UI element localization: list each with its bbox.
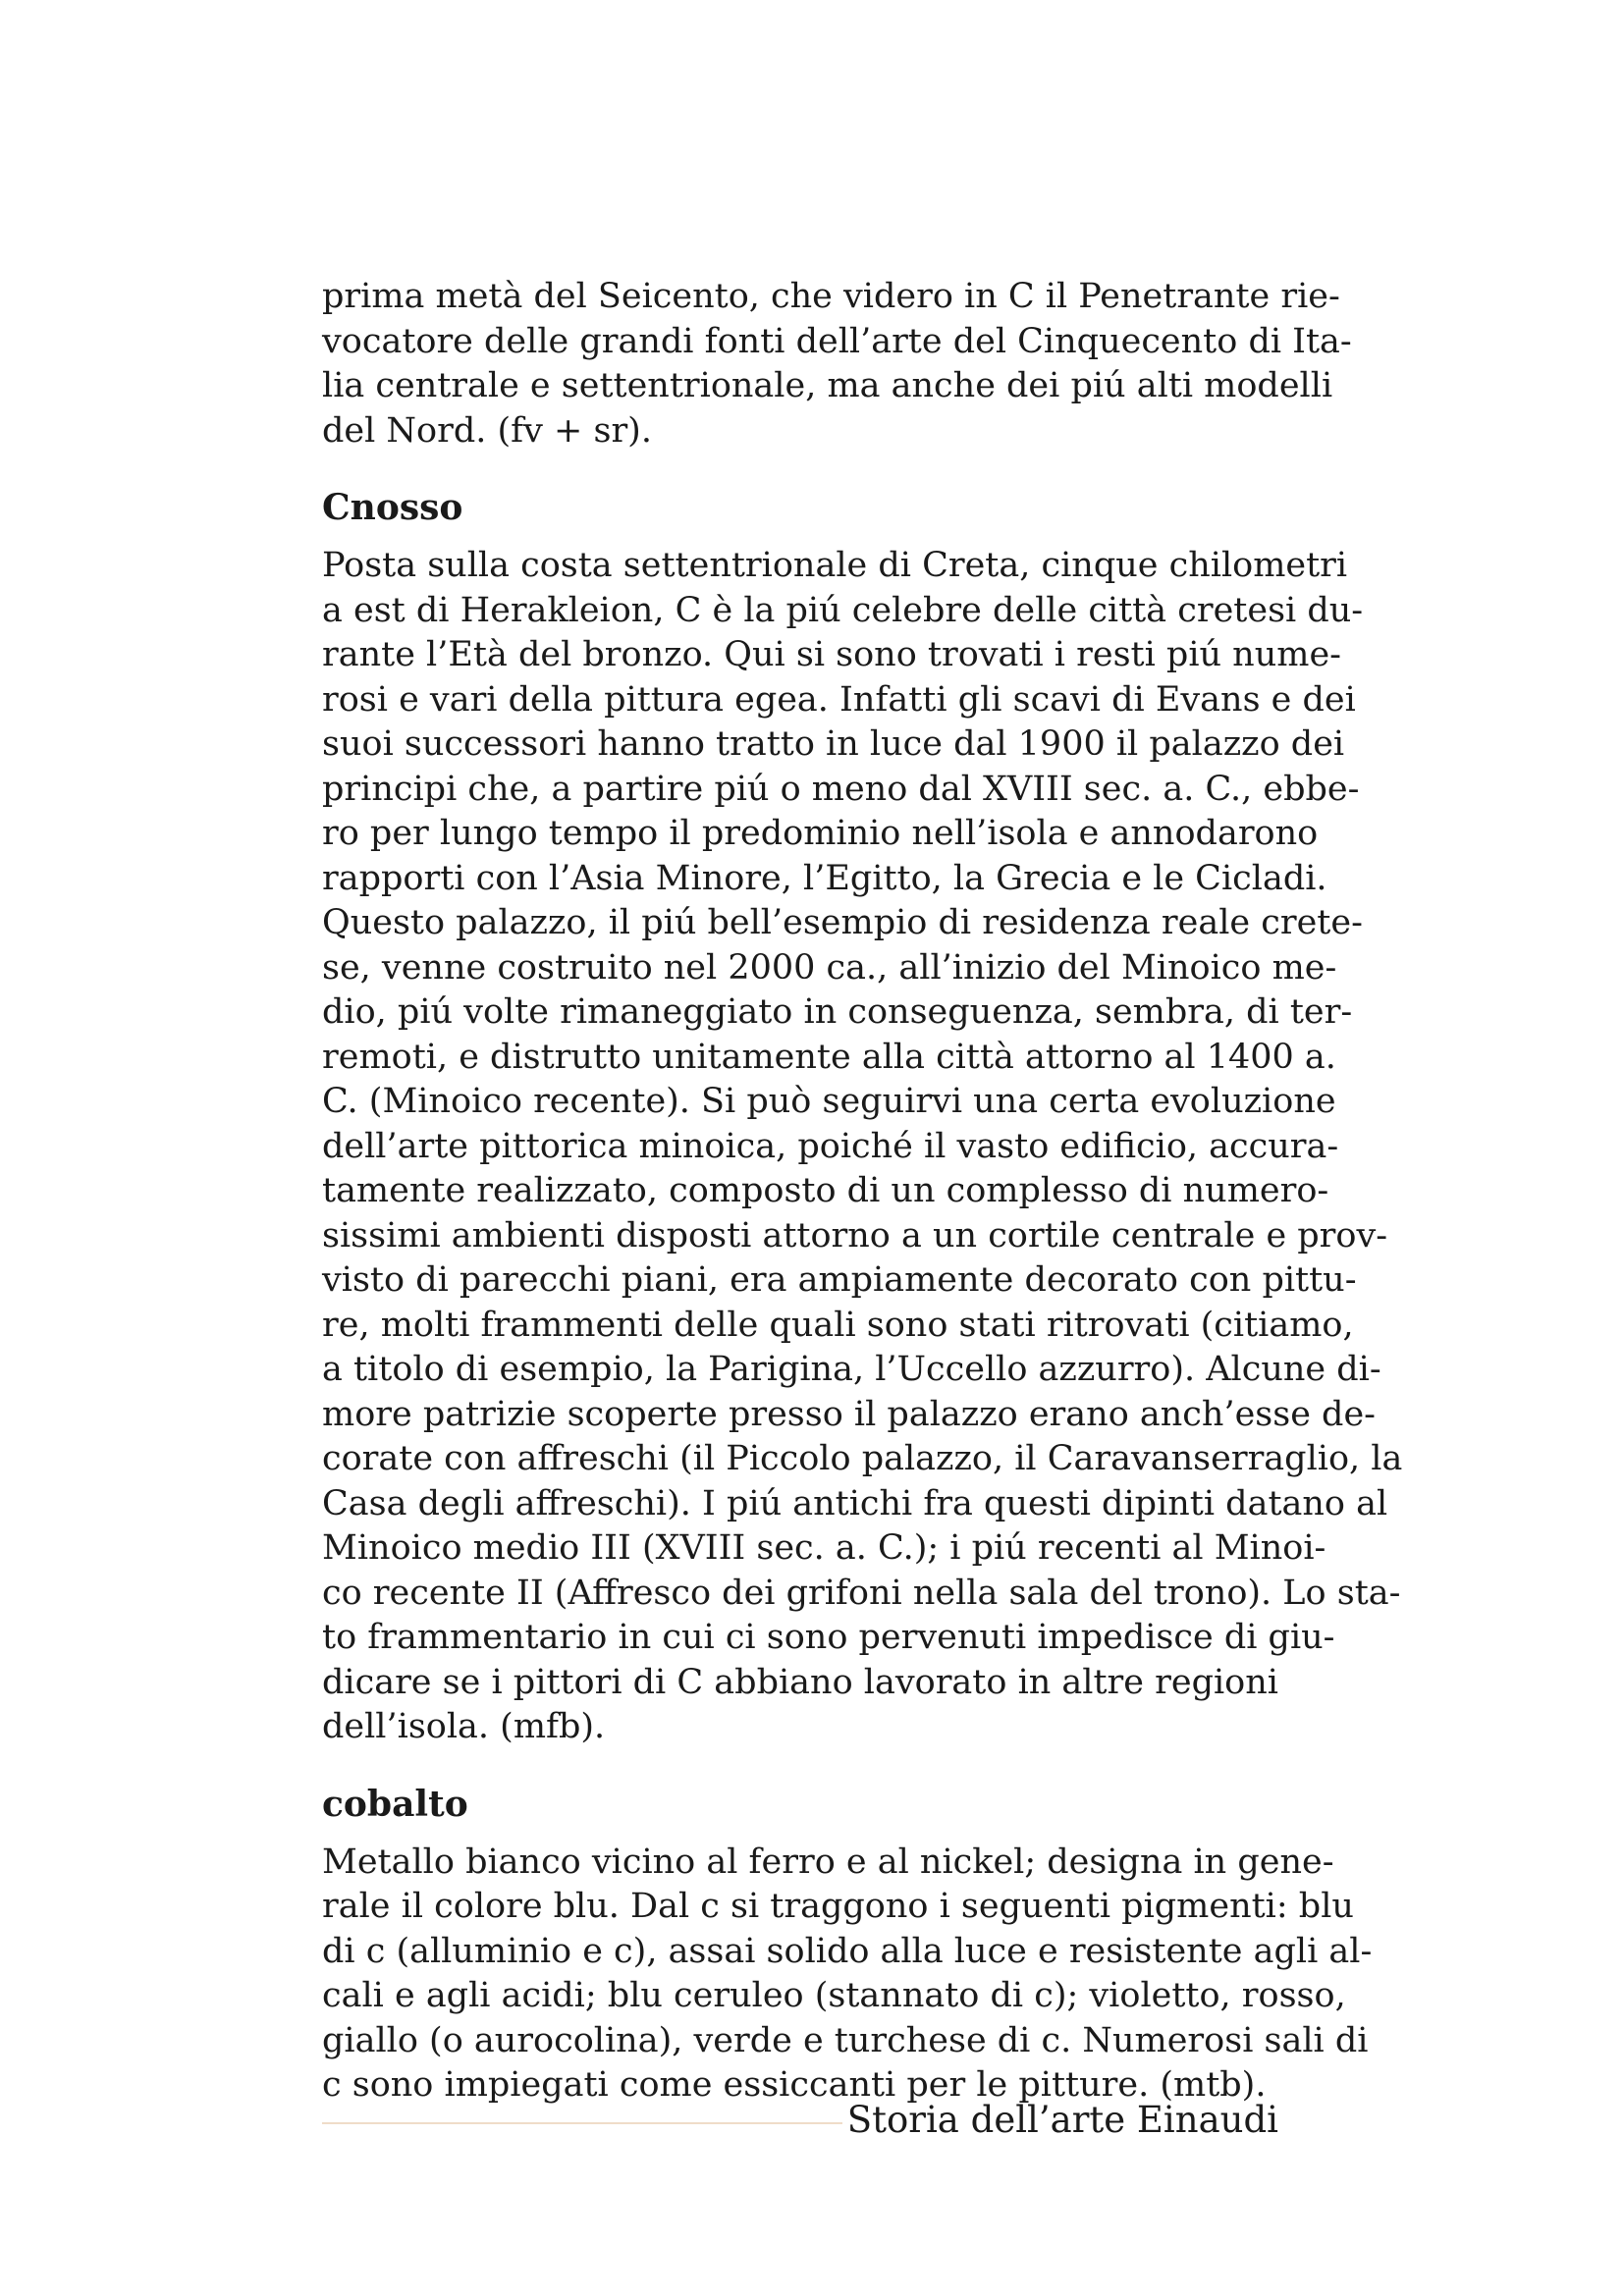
text-line: rante l’Età del bronzo. Qui si sono trovati i resti piú nume- (322, 635, 1341, 674)
text-line: rapporti con l’Asia Minore, l’Egitto, la Grecia e le Cicladi. (322, 858, 1327, 898)
text-line: to frammentario in cui ci sono pervenuti impedisce di giu- (322, 1618, 1335, 1657)
text-line: a titolo di esempio, la Parigina, l’Uccello azzurro). Alcune di- (322, 1350, 1381, 1389)
text-line: vocatore delle grandi fonti dell’arte del Cinquecento di Ita- (322, 321, 1352, 361)
text-line: ro per lungo tempo il predominio nell’isola e annodarono (322, 814, 1319, 853)
text-line: corate con affreschi (il Piccolo palazzo, il Caravanserraglio, la (322, 1439, 1403, 1478)
text-line: di c (alluminio e c), assai solido alla luce e resistente agli al- (322, 1931, 1373, 1971)
intro-paragraph (322, 275, 1352, 454)
text-line: tamente realizzato, composto di un complesso di numero- (322, 1171, 1329, 1210)
text-line: rale il colore blu. Dal c si traggono i seguenti pigmenti: blu (322, 1887, 1354, 1926)
text-line: se, venne costruito nel 2000 ca., all’inizio del Minoico me- (322, 947, 1337, 988)
text-line: c sono impiegati come essiccanti per le pitture. (mtb). (322, 2065, 1267, 2105)
text-line: re, molti frammenti delle quali sono stati ritrovati (citiamo, (322, 1305, 1354, 1345)
text-line: Minoico medio III (XVIII sec. a. C.); i piú recenti al Minoi- (322, 1528, 1326, 1568)
text-line: giallo (o aurocolina), verde e turchese di c. Numerosi sali di (322, 2020, 1369, 2060)
text-line: del Nord. (fv + sr). (322, 410, 652, 451)
page-footer (322, 2097, 1278, 2144)
footer-title: Storia dell’arte Einaudi (846, 2099, 1278, 2141)
text-line: Posta sulla costa settentrionale di Creta, cinque chilometri (322, 546, 1348, 585)
text-line: remoti, e distrutto unitamente alla città attorno al 1400 a. (322, 1037, 1336, 1077)
text-line: visto di parecchi piani, era ampiamente decorato con pittu- (322, 1260, 1357, 1300)
text-line: more patrizie scoperte presso il palazzo erano anch’esse de- (322, 1394, 1376, 1434)
entry-body-cobalto (322, 1841, 1373, 2109)
page-body (322, 275, 1403, 2109)
text-line: a est di Herakleion, C è la piú celebre delle città cretesi du- (322, 590, 1364, 630)
text-line: principi che, a partire piú o meno dal XVIII sec. a. C., ebbe- (322, 769, 1360, 809)
text-line: dell’isola. (mfb). (322, 1707, 606, 1746)
text-line: C. (Minoico recente). Si può seguirvi una certa evoluzione (322, 1082, 1336, 1121)
text-line: lia centrale e settentrionale, ma anche dei piú alti modelli (322, 366, 1333, 405)
text-line: Casa degli affreschi). I piú antichi fra questi dipinti datano al (322, 1483, 1388, 1523)
text-line: dicare se i pittori di C abbiano lavorato in altre regioni (322, 1662, 1278, 1702)
text-line: sissimi ambienti disposti attorno a un cortile centrale e prov- (322, 1215, 1388, 1255)
text-line: dell’arte pittorica minoica, poiché il vasto edificio, accura- (322, 1126, 1339, 1166)
text-line: suoi successori hanno tratto in luce dal 1900 il palazzo dei (322, 724, 1345, 764)
text-line: Questo palazzo, il piú bell’esempio di residenza reale crete- (322, 903, 1363, 942)
entry-body-cnosso (322, 544, 1403, 1750)
footer-rule (322, 2122, 842, 2124)
entry-heading-cobalto: cobalto (322, 1783, 468, 1825)
text-line: cali e agli acidi; blu ceruleo (stannato di c); violetto, rosso, (322, 1976, 1346, 2015)
text-line: dio, piú volte rimaneggiato in conseguenza, sembra, di ter- (322, 992, 1353, 1032)
entry-heading-cnosso: Cnosso (322, 487, 463, 528)
text-line: co recente II (Affresco dei grifoni nella sala del trono). Lo sta- (322, 1573, 1401, 1613)
text-line: Metallo bianco vicino al ferro e al nickel; designa in gene- (322, 1842, 1334, 1882)
text-line: rosi e vari della pittura egea. Infatti gli scavi di Evans e dei (322, 679, 1356, 720)
text-line: prima metà del Seicento, che videro in C il Penetrante rie- (322, 277, 1340, 316)
